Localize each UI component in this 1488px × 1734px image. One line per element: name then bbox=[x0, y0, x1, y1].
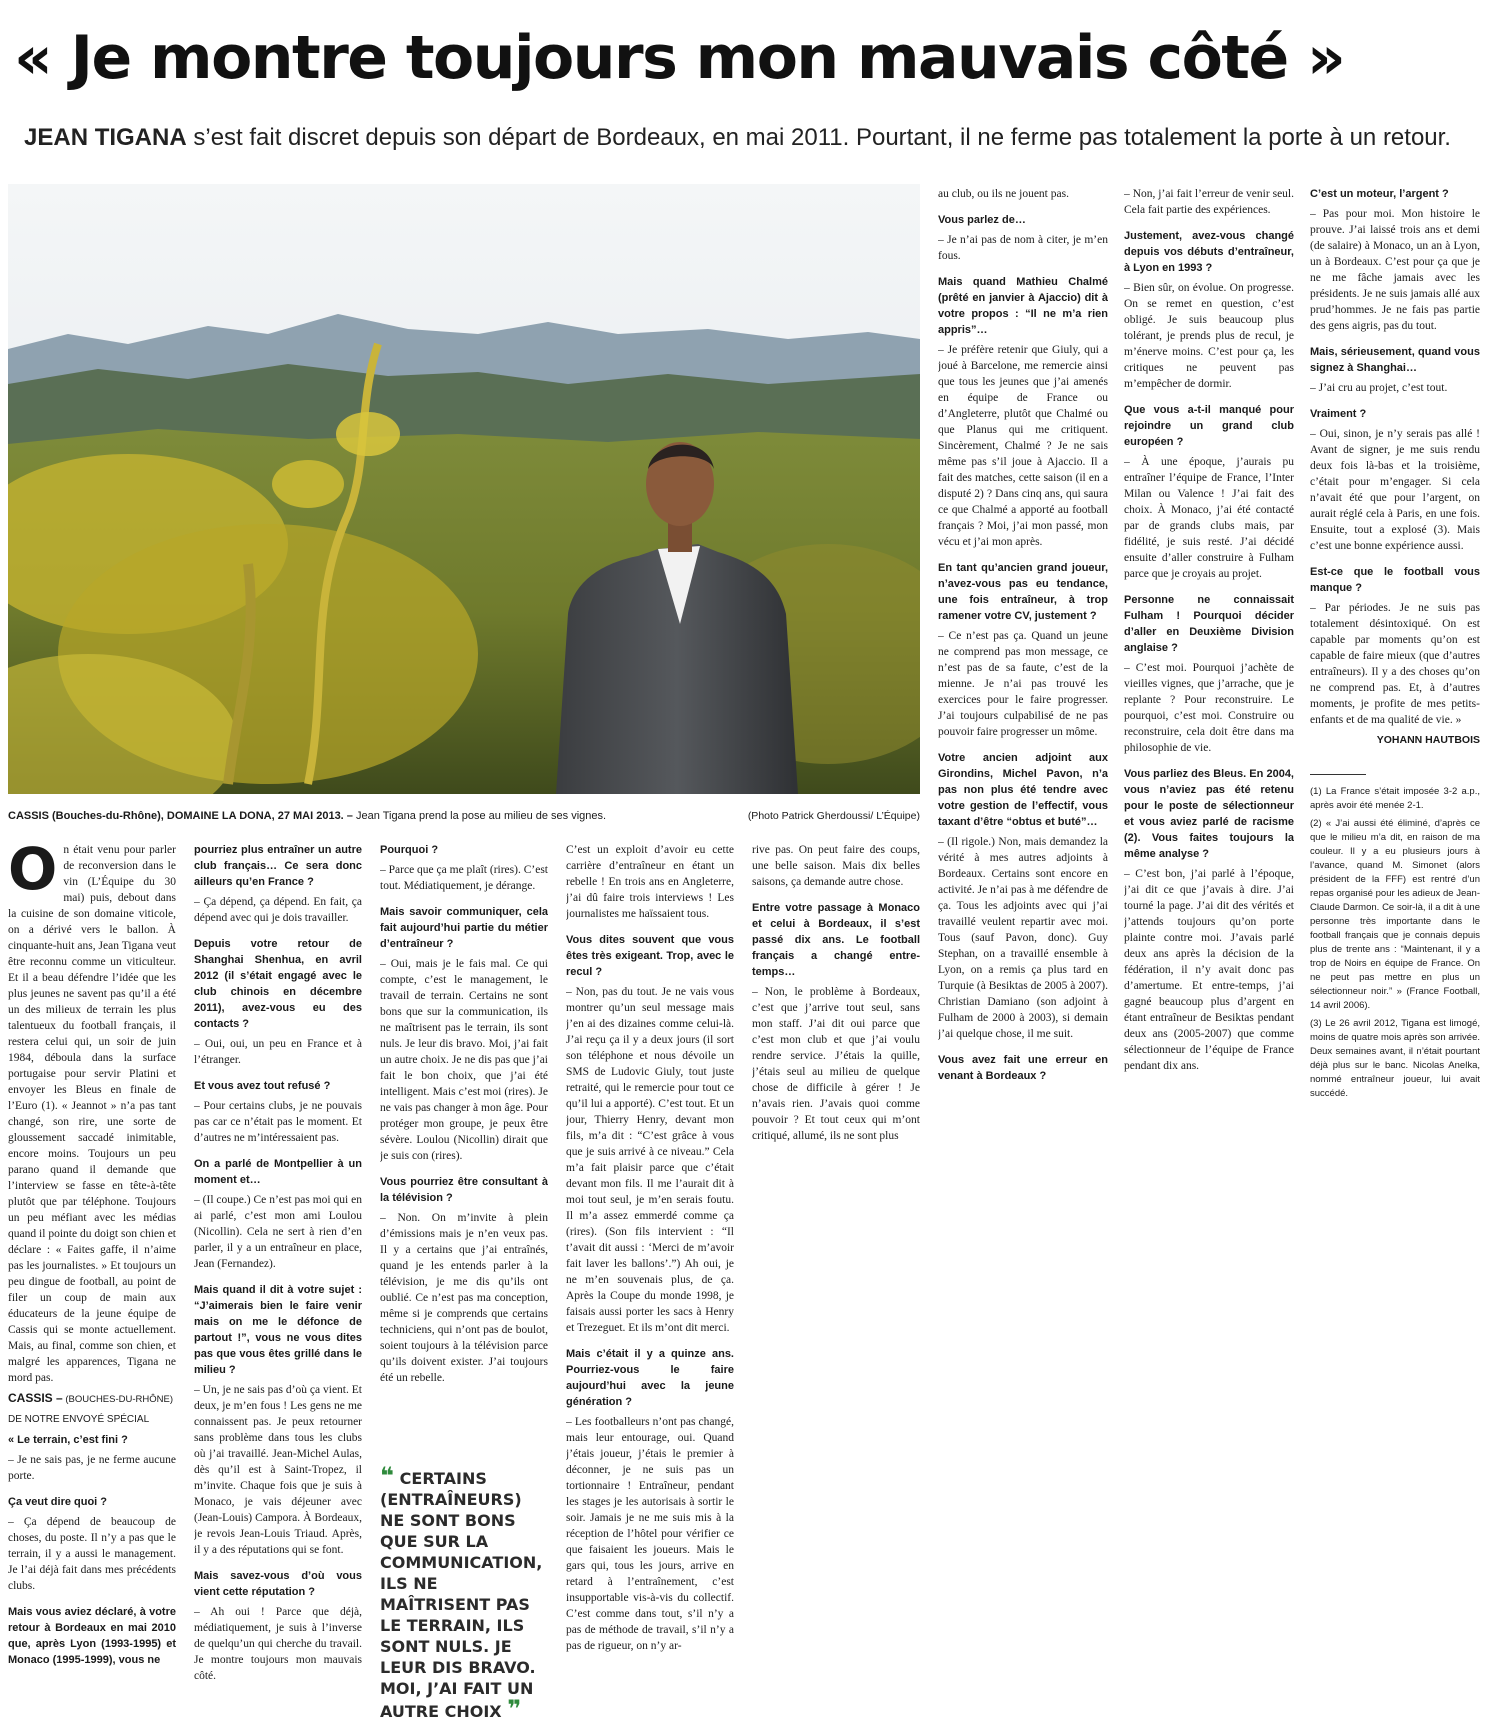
interview-question: Vous parliez des Bleus. En 2004, vous n’aviez pas été retenu pour le poste de sélectionneur et vous aviez parlé de racisme (2). Vous faites toujours la même analyse ? bbox=[1124, 768, 1294, 860]
photo-caption bbox=[8, 806, 608, 826]
interview-question: Mais savez-vous d’où vous vient cette réputation ? bbox=[194, 1570, 362, 1598]
interview-answer: rive pas. On peut faire des coups, une belle saison. Mais dix belles saisons, ça demande autre chose. bbox=[752, 844, 920, 888]
interview-answer: – Oui, sinon, je n’y serais pas allé ! Avant de signer, je me suis rendu deux fois là-bas et la troisième, c’était pour m’engager. Si cela n’avait été que pour l’argent, on aurait réglé cela à Paris, en une fois. Ensuite, tout a explosé (3). Mais c’est une bonne expérience aussi. bbox=[1310, 428, 1480, 552]
interview-answer: – Ça dépend de beaucoup de choses, du poste. Il n’y a pas que le terrain, il y a aussi le management. Je l’ai déjà fait dans mes précédents clubs. bbox=[8, 1516, 176, 1592]
footnotes bbox=[1310, 785, 1480, 1101]
interview-answer: – Non, le problème à Bordeaux, c’est que j’arrive tout seul, sans mon staff. J’ai dit oui parce que c’est mon club et que j’ai voulu rendre service. J’étais la quille, j’étais seul au milieu de quelque chose de difficile à gérer ! Je n’avais rien. J’avais quoi comme pouvoir ? Et tout ceux qui m’ont critiqué, allumé, ils ne sont plus bbox=[752, 986, 920, 1142]
interview-answer: – Je préfère retenir que Giuly, qui a joué à Barcelone, me remercie ainsi que tous les jeunes que j’ai amenés en équipe de France ou d’Angleterre, plutôt que Chalmé ou que Planus qui me critiquent. Sincèrement, Chalmé ? Je ne sais même pas s’il joue à Ajaccio. Il a fait des matches, cette saison (il en a disputé 2) ? Dans cinq ans, qui saura ce que Chalmé a apporté au football français ? Moi, j’ai mon passé, mon vécu et j’ai mon après. bbox=[938, 344, 1108, 548]
interview-answer: – Pour certains clubs, je ne pouvais pas car ce n’était pas le moment. Et d’autres ne m’intéressaient pas. bbox=[194, 1100, 362, 1144]
dateline-city: CASSIS – bbox=[8, 1391, 63, 1405]
interview-answer: – C’est bon, j’ai parlé à l’époque, j’ai dit ce que j’avais à dire. J’ai tourné la page. J’ai dit des vérités et j’attends toujours qu’on porte plainte contre moi. J’avais parlé deux ans après la décision de la fédération, il n’y avait donc pas d’amertume. Et entre-temps, j’ai gagné beaucoup plus d’argent en étant entraîneur de Besiktas pendant deux ans (2005-2007) que comme sélectionneur de l’équipe de France pendant dix ans. bbox=[1124, 868, 1294, 1072]
interview-answer: – Je n’ai pas de nom à citer, je m’en fous. bbox=[938, 234, 1108, 262]
interview-question: Vous avez fait une erreur en venant à Bordeaux ? bbox=[938, 1054, 1108, 1082]
interview-answer: au club, ou ils ne jouent pas. bbox=[938, 188, 1069, 200]
interview-question: Et vous avez tout refusé ? bbox=[194, 1080, 331, 1092]
pull-quote-text: CERTAINS (ENTRAÎNEURS) NE SONT BONS QUE SUR LA COMMUNICATION, ILS NE MAÎTRISENT PAS LE TERRAIN, ILS SONT NULS. JE LEUR DIS BRAVO. MOI, J’AI FAIT UN AUTRE CHOIX bbox=[380, 1469, 543, 1721]
interview-answer: – Pas pour moi. Mon histoire le prouve. J’ai laissé trois ans et demi (de salaire) à Monaco, un an à Lyon, un à Bordeaux. C’est pour ça que je ne me fâche jamais avec les présidents. Je ne suis jamais allé aux prud’hommes. Je ne fais pas partie des gens aigris, pas du tout. bbox=[1310, 208, 1480, 332]
footnote: (2) « J’ai aussi été éliminé, d’après ce que le milieu m’a dit, en raison de ma couleur. Il y a eu plusieurs jours à l’avance, quand M. Simonet (alors président de la FFF) est rentré d’un repas organisé pour les adieux de Jean-Claude Darmon. Ce soir-là, il a dit à une personne très importante dans le football français que je connais depuis plus de trente ans : “Maintenant, il y a trop de Noirs en équipe de France. On ne peut pas mettre en plus un sélectionneur noir.” » (France Football, 14 avril 2006). bbox=[1310, 818, 1480, 1011]
interview-question: Mais, sérieusement, quand vous signez à Shanghai… bbox=[1310, 346, 1480, 374]
intro-text: n était venu pour parler de reconversion dans le vin (L’Équipe du 30 mai) puis, debout dans la cuisine de son domaine viticole, on a dérivé vers le ballon. À cinquante-huit ans, Jean Tigana veut être reconnu comme un viticulteur. Et il a beau défendre l’idée que les plus jeunes ne savent pas qu’il a été un des milieux de terrain les plus talentueux du football français, il restera celui qui, un soir de juin 1984, déboula dans la surface portugaise pour servir Platini et envoyer les Bleus en finale de l’Euro (1). « Jeannot » n’a pas tant changé, son rire, une sorte de gloussement saccadé inimitable, encore moins. Toujours un peu parano quand il demande que l’interview se fasse en tête-à-tête plutôt que par téléphone. Toujours un peu méfiant avec les médias quand il pointe du doigt son chien et déclare : « Faites gaffe, il n’aime pas les journalistes. » Et toujours un peu dingue de football, au point de filer un coup de main aux éducateurs de la jeune équipe de Cassis qui se monte actuellement. Mais, au final, comme son chien, et malgré les apparences, Tigana ne mord pas. bbox=[8, 844, 176, 1384]
pull-quote bbox=[380, 1466, 550, 1722]
article-column-7 bbox=[1124, 186, 1294, 1722]
interview-answer: – À une époque, j’aurais pu entraîner l’équipe de France, l’Inter Milan ou Valence ! J’ai fait des choix. À Monaco, j’ai été contacté par de grands clubs mais, par fidélité, je suis resté. J’ai décidé ensuite d’aller construire à Fulham parce que je croyais au projet. bbox=[1124, 456, 1294, 580]
interview-question: En tant qu’ancien grand joueur, n’avez-vous pas eu tendance, une fois entraîneur, à trop ramener votre CV, justement ? bbox=[938, 562, 1108, 622]
interview-answer: – Oui, oui, un peu en France et à l’étranger. bbox=[194, 1038, 362, 1066]
interview-answer: – Je ne sais pas, je ne ferme aucune porte. bbox=[8, 1454, 176, 1482]
vineyard-photo-illustration bbox=[8, 184, 920, 794]
interview-question: Mais vous aviez déclaré, à votre retour à Bordeaux en mai 2010 que, après Lyon (1993-1995) et Monaco (1995-1999), vous ne bbox=[8, 1606, 176, 1666]
interview-answer: – Oui, mais je le fais mal. Ce qui compte, c’est le management, le travail de terrain. Certains ne sont bons que sur la communication, ils ne maîtrisent pas le terrain, ils sont nuls. Je leur dis bravo. Moi, j’ai fait un autre choix. Je ne dis pas que j’ai fait le bon choix, que j’ai été intelligent. Mais c’est moi (rires). Je ne vais pas changer à mon âge. Pour protéger mon groupe, je peux être sévère. Loulou (Nicollin) dirait que je suis con (rires). bbox=[380, 958, 548, 1162]
interview-question: Pourquoi ? bbox=[380, 844, 439, 856]
interview-question: Mais quand il dit à votre sujet : “J’aimerais bien le faire venir mais on me le défonce de partout !”, vous ne vous dites pas que vous êtes grillé dans le milieu ? bbox=[194, 1284, 362, 1376]
interview-answer: – J’ai cru au projet, c’est tout. bbox=[1310, 382, 1448, 394]
footnote: (3) Le 26 avril 2012, Tigana est limogé, moins de quatre mois après son arrivée. Deux semaines avant, il n’était pourtant déjà plus sur le banc. Nicolas Anelka, nommé entraîneur joueur, lui avait succédé. bbox=[1310, 1018, 1480, 1099]
intro-paragraph bbox=[8, 842, 176, 1386]
drop-cap: O bbox=[8, 842, 58, 903]
article-column-6 bbox=[938, 186, 1108, 1722]
interview-answer: – Non, pas du tout. Je ne vais vous montrer qu’un seul message mais j’en ai des dizaines comme celui-là. J’ai reçu ça il y a deux jours (il sort son téléphone et nous dévoile un SMS de Ludovic Giuly, tout juste retraité, qui le remercie pour tout ce qu’il lui a apporté). C’est tout. Et un jour, Thierry Henry, devant mon fils, m’a dit : “C’est grâce à vous que je suis arrivé à ce niveau.” Cela m’a fait plaisir parce que c’était devant mon fils. Il me l’aurait dit à moi tout seul, je m’en serais foutu. Il m’a assez emmerdé comme ça (rires). (Son fils intervient : “Il t’avait dit aussi : ‘Merci de m’avoir fait laver les ballons’.”) Ah oui, je ne m’en souvenais plus, de ça. Après la Coupe du monde 1998, je faisais aussi porter les sacs à Henry et Trezeguet. Et ils m’ont dit merci. bbox=[566, 986, 734, 1334]
special-correspondent-line: DE NOTRE ENVOYÉ SPÉCIAL bbox=[8, 1414, 150, 1425]
subhead-name: JEAN TIGANA bbox=[24, 124, 187, 151]
article-column-8 bbox=[1310, 186, 1480, 1722]
interview-question: Ça veut dire quoi ? bbox=[8, 1496, 108, 1508]
photo-credit: (Photo Patrick Gherdoussi/ L’Équipe) bbox=[747, 810, 920, 822]
interview-question: Votre ancien adjoint aux Girondins, Michel Pavon, n’a pas non plus été tendre avec votre gestion de l’effectif, vous taxant d’être “obtus et buté”… bbox=[938, 752, 1108, 828]
interview-question: Vous parlez de… bbox=[938, 214, 1026, 226]
interview-answer: – Un, je ne sais pas d’où ça vient. Et deux, je m’en fous ! Les gens ne me connaissent pas. Je peux retourner sans problème dans tous les clubs où j’ai travaillé. Jean-Michel Aulas, dès qu’il est à Saint-Tropez, il m’invite. Chaque fois que je suis à Monaco, je vais déjeuner avec (Jean-Louis) Campora. À Bordeaux, je revois Jean-Louis Triaud. Après, il y a des réputations qui se font. bbox=[194, 1384, 362, 1556]
interview-answer: – Ah oui ! Parce que déjà, médiatiquement, je suis à l’inverse de quelqu’un qui cherche du travail. Je montre toujours mon mauvais côté. bbox=[194, 1606, 362, 1682]
interview-question: C’est un moteur, l’argent ? bbox=[1310, 188, 1449, 200]
interview-question: Mais savoir communiquer, cela fait aujourd’hui partie du métier d’entraîneur ? bbox=[380, 906, 548, 950]
quote-close-icon: ❞ bbox=[507, 1695, 522, 1722]
article-column-2 bbox=[194, 842, 362, 1722]
footnote: (1) La France s’était imposée 3-2 a.p., après avoir été menée 2-1. bbox=[1310, 786, 1480, 811]
footnotes-divider bbox=[1310, 774, 1366, 775]
interview-answer: – Par périodes. Je ne suis pas totalement désintoxiqué. On est capable par moments qu’on est capable de faire mieux (que d’autres entraîneurs). Il y a des choses qu’on ne comprend pas. Et, à d’autres moments, je profite de mes petits-enfants et de ma qualité de vie. » bbox=[1310, 602, 1480, 726]
interview-answer: C’est un exploit d’avoir eu cette carrière d’entraîneur en étant un rebelle ! En trois ans en Angleterre, j’ai dû faire trois interviews ! Les journalistes me haïssaient tous. bbox=[566, 844, 734, 920]
article-photo bbox=[8, 184, 920, 794]
interview-question: Mais c’était il y a quinze ans. Pourriez-vous le faire aujourd’hui avec la jeune génération ? bbox=[566, 1348, 734, 1408]
headline: « Je montre toujours mon mauvais côté » bbox=[14, 23, 1345, 93]
interview-answer: – Ça dépend, ça dépend. En fait, ça dépend avec qui je dois travailler. bbox=[194, 896, 362, 924]
interview-answer: – Non. On m’invite à plein d’émissions mais je n’en veux pas. Il y a certains que j’ai entraînés, quand je les entends parler à la télévision, je me dis qu’ils ont oublié. Ce n’est pas ma conception, même si je comprends que certains techniciens, qui n’ont pas de boulot, soient toujours à la télévision parce qu’ils doivent exister. J’ai toujours été un rebelle. bbox=[380, 1212, 548, 1384]
dateline-region: (BOUCHES-DU-RHÔNE) bbox=[62, 1394, 173, 1405]
interview-answer: – Parce que ça me plaît (rires). C’est tout. Médiatiquement, je dérange. bbox=[380, 864, 548, 892]
interview-question: Depuis votre retour de Shanghai Shenhua, en avril 2012 (il s’était engagé avec le club chinois en décembre 2011), avez-vous eu des contacts ? bbox=[194, 938, 362, 1030]
interview-question: « Le terrain, c’est fini ? bbox=[8, 1434, 128, 1446]
subhead bbox=[24, 118, 1474, 158]
article-column-1 bbox=[8, 842, 176, 1722]
interview-question: Vraiment ? bbox=[1310, 408, 1367, 420]
article-column-4 bbox=[566, 842, 734, 1722]
interview-answer: – Ce n’est pas ça. Quand un jeune ne comprend pas mon message, ce n’est pas de sa faute, c’est de la mienne. Je n’ai pas trouvé les exercices pour le faire progresser. J’ai toujours culpabilisé de ne pas pouvoir faire progresser un môme. bbox=[938, 630, 1108, 738]
interview-question: On a parlé de Montpellier à un moment et… bbox=[194, 1158, 362, 1186]
interview-question: Mais quand Mathieu Chalmé (prêté en janvier à Ajaccio) dit à votre propos : “Il ne m’a rien appris”… bbox=[938, 276, 1108, 336]
quote-open-icon: ❝ bbox=[380, 1466, 395, 1490]
dateline bbox=[8, 1390, 176, 1408]
interview-answer: – C’est moi. Pourquoi j’achète de vieilles vignes, que j’arrache, que je replante ? Pour reconstruire. Le pourquoi, c’est moi. Construire ou reconstruire, cela doit être dans ma philosophie de vie. bbox=[1124, 662, 1294, 754]
interview-question: Est-ce que le football vous manque ? bbox=[1310, 566, 1480, 594]
interview-answer: – Bien sûr, on évolue. On progresse. On se remet en question, c’est obligé. Je suis beaucoup plus tolérant, je prends plus de recul, je m’énerve moins. C’est pour ça, les critiques ne peuvent pas m’empêcher de dormir. bbox=[1124, 282, 1294, 390]
article-column-3 bbox=[380, 842, 548, 1460]
caption-lead: CASSIS (Bouches-du-Rhône), DOMAINE LA DONA, 27 MAI 2013. – bbox=[8, 810, 353, 822]
interview-question: Vous pourriez être consultant à la télévision ? bbox=[380, 1176, 548, 1204]
interview-answer: – Non, j’ai fait l’erreur de venir seul. Cela fait partie des expériences. bbox=[1124, 188, 1294, 216]
interview-block bbox=[8, 1432, 176, 1668]
interview-question: Que vous a-t-il manqué pour rejoindre un grand club européen ? bbox=[1124, 404, 1294, 448]
interview-answer: – (Il coupe.) Ce n’est pas moi qui en ai parlé, c’est mon ami Loulou (Nicollin). Cela ne sert à rien d’en parler, il y a un entraîneur en place, Jean (Fernandez). bbox=[194, 1194, 362, 1270]
interview-question: Personne ne connaissait Fulham ! Pourquoi décider d’aller en Deuxième Division anglaise ? bbox=[1124, 594, 1294, 654]
interview-question: Vous dites souvent que vous êtes très exigeant. Trop, avec le recul ? bbox=[566, 934, 734, 978]
interview-answer: – (Il rigole.) Non, mais demandez la vérité à mes autres adjoints à Bordeaux. Certains sont encore en activité. Je n’ai pas à me défendre de ça. Tous les adjoints avec qui j’ai travaillé veulent repartir avec moi. Tous (sauf Pavon, donc). Guy Stephan, on a travaillé ensemble à Lyon, on a remis ça plus tard en Turquie (à Besiktas de 2005 à 2007). Christian Damiano (son adjoint à Fulham de 2000 à 2003), si demain j’ai quelque chose, il me suit. bbox=[938, 836, 1108, 1040]
interview-answer: – Les footballeurs n’ont pas changé, mais leur entourage, oui. Quand j’étais joueur, j’étais le premier à déconner, je ne suis pas un tortionnaire ! Entraîneur, pendant les stages je les autorisais à sortir le soir. Jamais je ne me suis mis à la réception de l’hôtel pour vérifier ce que faisaient les joueurs. Mais le gars qui, tous les jours, arrive en retard à l’entraînement, c’est insupportable vis-à-vis du collectif. C’est comme dans tout, s’il n’y a pas de méthode de travail, s’il n’y a pas de rigueur, on n’y ar- bbox=[566, 1416, 734, 1652]
interview-question: pourriez plus entraîner un autre club français… Ce sera donc ailleurs qu’en France ? bbox=[194, 844, 362, 888]
article-column-5 bbox=[752, 842, 920, 1722]
interview-question: Entre votre passage à Monaco et celui à Bordeaux, il s’est passé dix ans. Le football français a changé entre-temps… bbox=[752, 902, 920, 978]
subhead-text: s’est fait discret depuis son départ de Bordeaux, en mai 2011. Pourtant, il ne ferme pas totalement la porte à un retour. bbox=[186, 124, 1451, 151]
caption-text: Jean Tigana prend la pose au milieu de ses vignes. bbox=[352, 810, 607, 822]
author-signature: YOHANN HAUTBOIS bbox=[1376, 734, 1480, 746]
interview-question: Justement, avez-vous changé depuis vos débuts d’entraîneur, à Lyon en 1993 ? bbox=[1124, 230, 1294, 274]
